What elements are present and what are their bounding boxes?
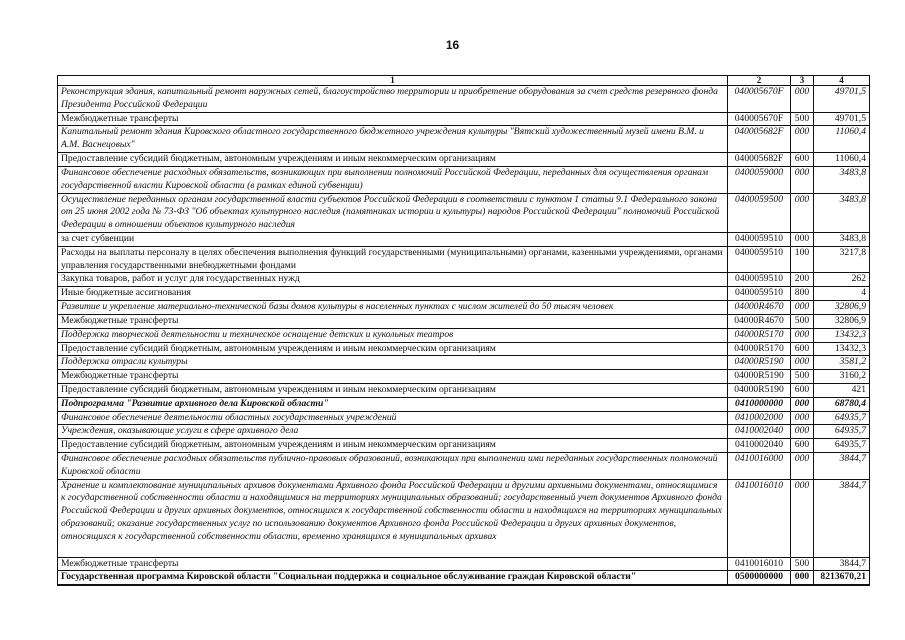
cell-sum: 32806,9 xyxy=(814,314,870,328)
cell-sum: 3581,2 xyxy=(814,356,870,370)
table-row xyxy=(58,300,870,314)
cell-sum: 64935,7 xyxy=(814,411,870,425)
table-row xyxy=(58,152,870,166)
cell-sum: 64935,7 xyxy=(814,439,870,453)
table-row xyxy=(58,439,870,453)
cell-code: 04000R5170 xyxy=(728,328,791,342)
cell-expense-type: 000 xyxy=(791,300,814,314)
cell-code: 0410016010 xyxy=(728,557,791,571)
table-row xyxy=(58,112,870,126)
cell-name: Предоставление субсидий бюджетным, автономным учреждениям и иным некоммерческим организациям xyxy=(58,383,728,397)
cell-expense-type: 800 xyxy=(791,287,814,301)
cell-sum: 11060,4 xyxy=(814,126,870,153)
cell-code: 0400059510 xyxy=(728,232,791,246)
table-row xyxy=(58,193,870,232)
cell-expense-type: 000 xyxy=(791,126,814,153)
cell-expense-type: 500 xyxy=(791,370,814,384)
cell-sum: 32806,9 xyxy=(814,300,870,314)
cell-sum: 421 xyxy=(814,383,870,397)
cell-name: Расходы на выплаты персоналу в целях обеспечения выполнения функций государственными (муниципальными) органами, казенными учреждениями, органами управления государственными внебюджетными фондами xyxy=(58,246,728,273)
cell-code: 0410002000 xyxy=(728,411,791,425)
cell-sum: 49701,5 xyxy=(814,86,870,113)
cell-name: Межбюджетные трансферты xyxy=(58,370,728,384)
cell-name: Подпрограмма "Развитие архивного дела Кировской области" xyxy=(58,397,728,411)
cell-sum: 68780,4 xyxy=(814,397,870,411)
cell-expense-type: 600 xyxy=(791,383,814,397)
cell-expense-type: 000 xyxy=(791,452,814,479)
cell-expense-type: 000 xyxy=(791,232,814,246)
cell-code: 04000R5190 xyxy=(728,370,791,384)
table-row xyxy=(58,86,870,113)
cell-expense-type: 600 xyxy=(791,152,814,166)
cell-code: 040005682F xyxy=(728,126,791,153)
table-row xyxy=(58,397,870,411)
table-row xyxy=(58,314,870,328)
cell-sum: 3844,7 xyxy=(814,452,870,479)
cell-code: 0400059510 xyxy=(728,287,791,301)
cell-expense-type: 000 xyxy=(791,166,814,193)
cell-expense-type: 000 xyxy=(791,571,814,585)
cell-expense-type: 500 xyxy=(791,112,814,126)
cell-name: Государственная программа Кировской области "Социальная поддержка и социальное обслуживание граждан Кировской области" xyxy=(58,571,728,585)
cell-name: за счет субвенции xyxy=(58,232,728,246)
cell-name: Межбюджетные трансферты xyxy=(58,112,728,126)
cell-code: 0400059510 xyxy=(728,246,791,273)
cell-code: 0410000000 xyxy=(728,397,791,411)
table-row xyxy=(58,383,870,397)
cell-name: Иные бюджетные ассигнования xyxy=(58,287,728,301)
cell-name: Учреждения, оказывающие услуги в сфере архивного дела xyxy=(58,425,728,439)
cell-code: 04000R4670 xyxy=(728,314,791,328)
cell-code: 0400059500 xyxy=(728,193,791,232)
cell-sum: 3217,8 xyxy=(814,246,870,273)
cell-name: Хранение и комплектование муниципальных архивов документами Архивного фонда Российской Федерации и другими архивными документами, относящимися к государственной собственности области и находящимися на территориях муниципальных образований; государственный учет документов Архивного фонда Российской Федерации и других архивных документов, относящихся к государственной собственности области и находящихся на территориях муниципальных образований; оказание государственных услуг по использованию документов Архивного фонда Российской Федерации и других архивных документов, относящихся к государственной собственности области, временно хранящихся в муниципальных архивах xyxy=(58,479,728,557)
cell-sum: 11060,4 xyxy=(814,152,870,166)
header-col-expense-type: 3 xyxy=(791,76,814,86)
cell-sum: 13432,3 xyxy=(814,328,870,342)
cell-name: Капитальный ремонт здания Кировского областного государственного бюджетного учреждения культуры "Вятский художественный музей имени В.М. и А.М. Васнецовых" xyxy=(58,126,728,153)
cell-sum: 3483,8 xyxy=(814,193,870,232)
cell-expense-type: 000 xyxy=(791,425,814,439)
cell-code: 04000R5170 xyxy=(728,342,791,356)
cell-expense-type: 000 xyxy=(791,479,814,557)
cell-expense-type: 100 xyxy=(791,246,814,273)
cell-sum: 64935,7 xyxy=(814,425,870,439)
cell-expense-type: 000 xyxy=(791,193,814,232)
cell-expense-type: 200 xyxy=(791,273,814,287)
cell-code: 040005682F xyxy=(728,152,791,166)
cell-expense-type: 000 xyxy=(791,86,814,113)
cell-sum: 13432,3 xyxy=(814,342,870,356)
table-row xyxy=(58,328,870,342)
cell-expense-type: 600 xyxy=(791,439,814,453)
cell-name: Поддержка отрасли культуры xyxy=(58,356,728,370)
table-row xyxy=(58,287,870,301)
cell-name: Предоставление субсидий бюджетным, автономным учреждениям и иным некоммерческим организациям xyxy=(58,342,728,356)
table-row xyxy=(58,356,870,370)
cell-expense-type: 000 xyxy=(791,397,814,411)
cell-sum: 3844,7 xyxy=(814,479,870,557)
table-row xyxy=(58,571,870,585)
cell-expense-type: 000 xyxy=(791,411,814,425)
cell-expense-type: 600 xyxy=(791,342,814,356)
table-row xyxy=(58,273,870,287)
cell-sum: 4 xyxy=(814,287,870,301)
cell-sum: 262 xyxy=(814,273,870,287)
cell-name: Поддержка творческой деятельности и техническое оснащение детских и кукольных театров xyxy=(58,328,728,342)
cell-name: Предоставление субсидий бюджетным, автономным учреждениям и иным некоммерческим организациям xyxy=(58,152,728,166)
table-row xyxy=(58,342,870,356)
header-col-name: 1 xyxy=(58,76,728,86)
cell-code: 0400059510 xyxy=(728,273,791,287)
cell-name: Развитие и укрепление материально-технической базы домов культуры в населенных пунктах с числом жителей до 50 тысяч человек xyxy=(58,300,728,314)
cell-sum: 8213670,21 xyxy=(814,571,870,585)
table-body xyxy=(58,76,870,586)
cell-name: Межбюджетные трансферты xyxy=(58,557,728,571)
budget-table xyxy=(57,75,870,586)
cell-sum: 3160,2 xyxy=(814,370,870,384)
table-row xyxy=(58,126,870,153)
table-row xyxy=(58,411,870,425)
cell-expense-type: 500 xyxy=(791,557,814,571)
cell-code: 040005670F xyxy=(728,86,791,113)
header-col-sum: 4 xyxy=(814,76,870,86)
cell-code: 0410016010 xyxy=(728,479,791,557)
cell-name: Межбюджетные трансферты xyxy=(58,314,728,328)
header-col-code: 2 xyxy=(728,76,791,86)
table-row xyxy=(58,479,870,557)
table-row xyxy=(58,557,870,571)
cell-code: 0500000000 xyxy=(728,571,791,585)
cell-name: Реконструкция здания, капитальный ремонт наружных сетей, благоустройство территории и приобретение оборудования за счет средств резервного фонда Президента Российской Федерации xyxy=(58,86,728,113)
table-row xyxy=(58,246,870,273)
cell-code: 04000R4670 xyxy=(728,300,791,314)
table-row xyxy=(58,166,870,193)
table-row xyxy=(58,370,870,384)
cell-expense-type: 000 xyxy=(791,328,814,342)
cell-expense-type: 500 xyxy=(791,314,814,328)
table-header-row xyxy=(58,76,870,86)
cell-sum: 3483,8 xyxy=(814,166,870,193)
cell-name: Финансовое обеспечение расходных обязательств публично-правовых образований, возникающих при выполнении ими переданных государственных полномочий Кировской области xyxy=(58,452,728,479)
cell-sum: 49701,5 xyxy=(814,112,870,126)
cell-name: Осуществление переданных органам государственной власти субъектов Российской Федерации в соответствии с пунктом 1 статьи 9.1 Федерального закона от 25 июня 2002 года № 73-ФЗ "Об объектах культурного наследия (памятниках истории и культуры) народов Российской Федерации" полномочий Российской Федерации в отношении объектов культурного наследия xyxy=(58,193,728,232)
cell-name: Закупка товаров, работ и услуг для государственных нужд xyxy=(58,273,728,287)
cell-name: Финансовое обеспечение деятельности областных государственных учреждений xyxy=(58,411,728,425)
cell-expense-type: 000 xyxy=(791,356,814,370)
cell-sum: 3483,8 xyxy=(814,232,870,246)
cell-code: 0410002040 xyxy=(728,425,791,439)
cell-code: 0410016000 xyxy=(728,452,791,479)
cell-code: 040005670F xyxy=(728,112,791,126)
page-number: 16 xyxy=(445,38,460,52)
table-row xyxy=(58,452,870,479)
table-row xyxy=(58,232,870,246)
cell-name: Финансовое обеспечение расходных обязательств, возникающих при выполнении полномочий Российской Федерации, переданных для осуществления органам государственной власти Кировской области (в рамках единой субвенции) xyxy=(58,166,728,193)
cell-code: 04000R5190 xyxy=(728,383,791,397)
cell-name: Предоставление субсидий бюджетным, автономным учреждениям и иным некоммерческим организациям xyxy=(58,439,728,453)
cell-code: 0410002040 xyxy=(728,439,791,453)
cell-sum: 3844,7 xyxy=(814,557,870,571)
cell-code: 0400059000 xyxy=(728,166,791,193)
table-row xyxy=(58,425,870,439)
cell-code: 04000R5190 xyxy=(728,356,791,370)
